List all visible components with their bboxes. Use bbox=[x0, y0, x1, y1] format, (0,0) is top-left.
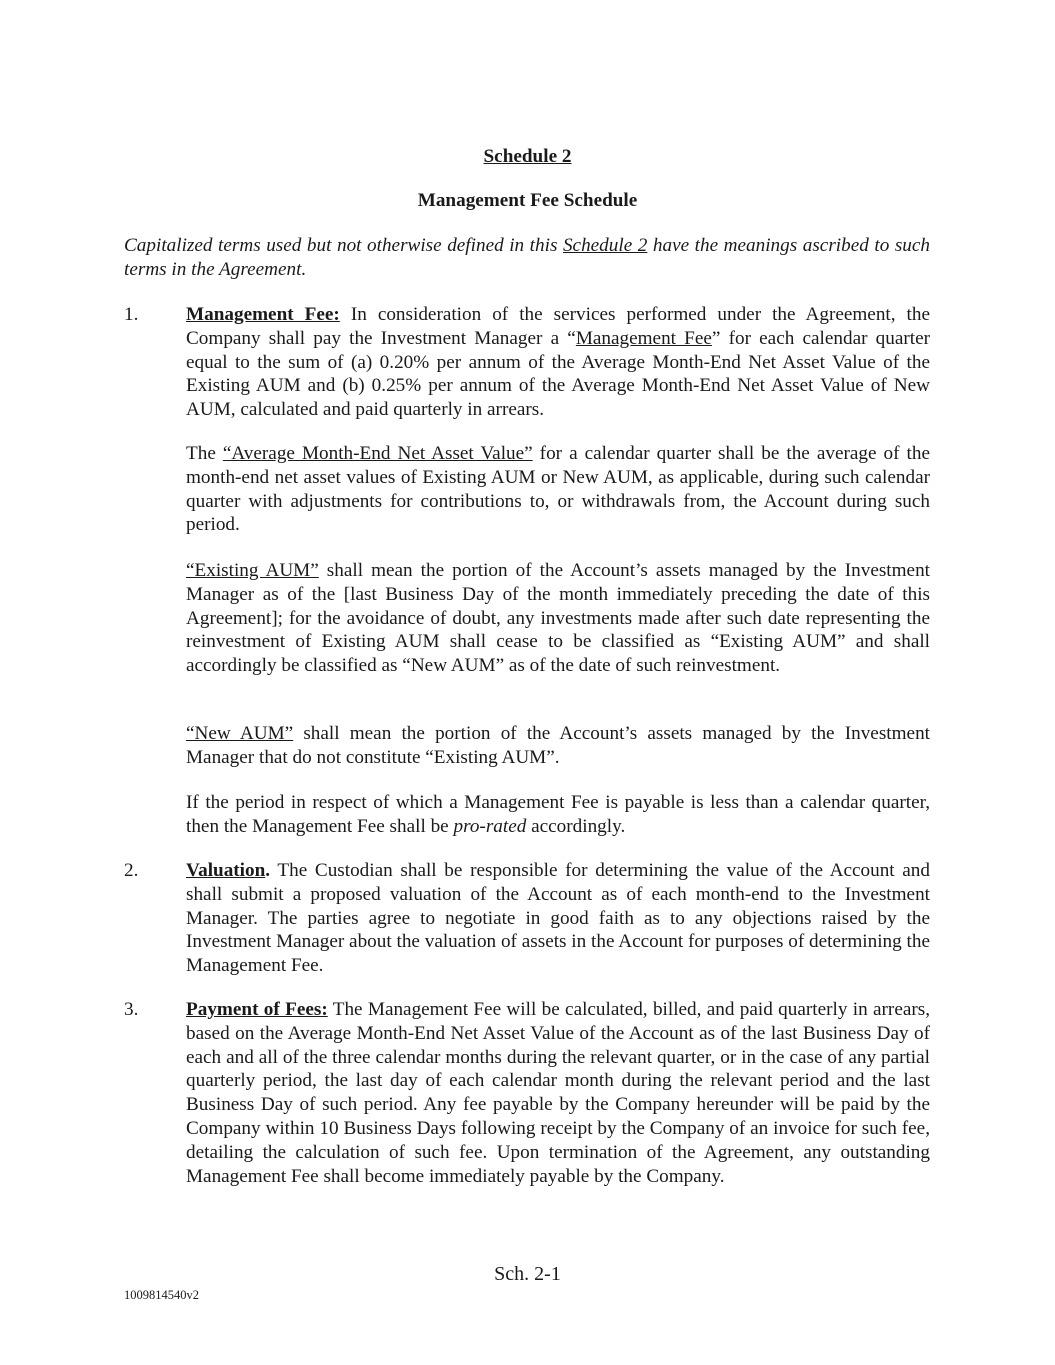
existing-aum-definition bbox=[186, 559, 930, 678]
pro-rata-paragraph bbox=[186, 791, 930, 839]
intro-text-after: have the meanings ascribed to such terms in the Agreement. bbox=[124, 235, 930, 280]
section-1-defined-term: Management Fee bbox=[575, 327, 712, 349]
section-1-number: 1. bbox=[124, 304, 139, 325]
existing-aum-text: shall mean the portion of the Account’s assets managed by the Investment Manager as of the [last Business Day of the month immediately preceding the date of this Agreement]; for the avoidance of doubt, any investments made after such date representing the reinvestment of Existing AUM shall cease to be classified as “Existing AUM” and shall accordingly be classified as “New AUM” as of the date of such reinvestment. bbox=[186, 560, 930, 677]
section-1-paragraph bbox=[186, 303, 930, 422]
section-2-heading: Valuation bbox=[186, 860, 266, 881]
section-2-heading-punct: . bbox=[265, 860, 271, 881]
section-2-text: The Custodian shall be responsible for determining the value of the Account and shall submit a proposed valuation of the Account as of each month-end to the Investment Manager. The parties agree to negotiate in good faith as to any objections raised by the Investment Manager about the valuation of assets in the Account for purposes of determining the Management Fee. bbox=[186, 860, 930, 977]
document-id: 1009814540v2 bbox=[124, 1288, 199, 1302]
section-3-heading: Payment of Fees: bbox=[186, 999, 328, 1020]
schedule-title: Schedule 2 bbox=[483, 146, 572, 167]
existing-aum-term: “Existing AUM” bbox=[186, 560, 319, 581]
section-1-text-b: ” for each calendar quarter equal to the sum of (a) 0.20% per annum of the Average Month-End Net Asset Value of the Existing AUM and (b) 0.25% per annum of the Average Month-End Net Asset Value of New AUM, calculated and paid quarterly in arrears. bbox=[186, 327, 930, 421]
pro-rated-term: pro-rated bbox=[453, 815, 527, 837]
average-nav-text: for a calendar quarter shall be the average of the month-end net asset values of Existing AUM or New AUM, as applicable, during such calendar quarter with adjustments for contributions to, or withdrawals from, the Account during such period. bbox=[186, 443, 930, 536]
section-3-number: 3. bbox=[124, 999, 139, 1020]
pro-rata-after: accordingly. bbox=[526, 815, 626, 837]
section-1-text-a: In consideration of the services performed under the Agreement, the Company shall pay the Investment Manager a “ bbox=[186, 304, 930, 349]
section-2-number: 2. bbox=[124, 860, 139, 881]
section-3-text: The Management Fee will be calculated, billed, and paid quarterly in arrears, based on the Average Month-End Net Asset Value of the Account as of the last Business Day of each and all of the three calendar months during the relevant quarter, or in the case of any partial quarterly period, the last day of each calendar month during the relevant period and the last Business Day of such period. Any fee payable by the Company hereunder will be paid by the Company within 10 Business Days following receipt by the Company of an invoice for such fee, detailing the calculation of such fee. Upon termination of the Agreement, any outstanding Management Fee shall become immediately payable by the Company. bbox=[186, 999, 931, 1187]
new-aum-definition bbox=[186, 722, 930, 770]
page-number-label: Sch. 2-1 bbox=[494, 1263, 561, 1285]
pro-rata-before: If the period in respect of which a Management Fee is payable is less than a calendar quarter, then the Management Fee shall be bbox=[186, 792, 930, 837]
new-aum-text: shall mean the portion of the Account’s assets managed by the Investment Manager that do not constitute “Existing AUM”. bbox=[186, 723, 930, 768]
section-1-heading: Management Fee: bbox=[186, 304, 340, 325]
average-nav-before: The bbox=[186, 443, 223, 464]
section-2-paragraph bbox=[186, 859, 930, 978]
average-nav-term: “Average Month-End Net Asset Value” bbox=[222, 443, 533, 464]
section-3-paragraph bbox=[186, 998, 930, 1188]
schedule-subtitle: Management Fee Schedule bbox=[417, 190, 638, 211]
average-nav-definition bbox=[186, 442, 930, 537]
intro-paragraph bbox=[124, 234, 930, 282]
intro-text-before: Capitalized terms used but not otherwise defined in this bbox=[124, 235, 563, 256]
new-aum-term: “New AUM” bbox=[186, 723, 294, 744]
intro-schedule-reference: Schedule 2 bbox=[562, 235, 648, 256]
